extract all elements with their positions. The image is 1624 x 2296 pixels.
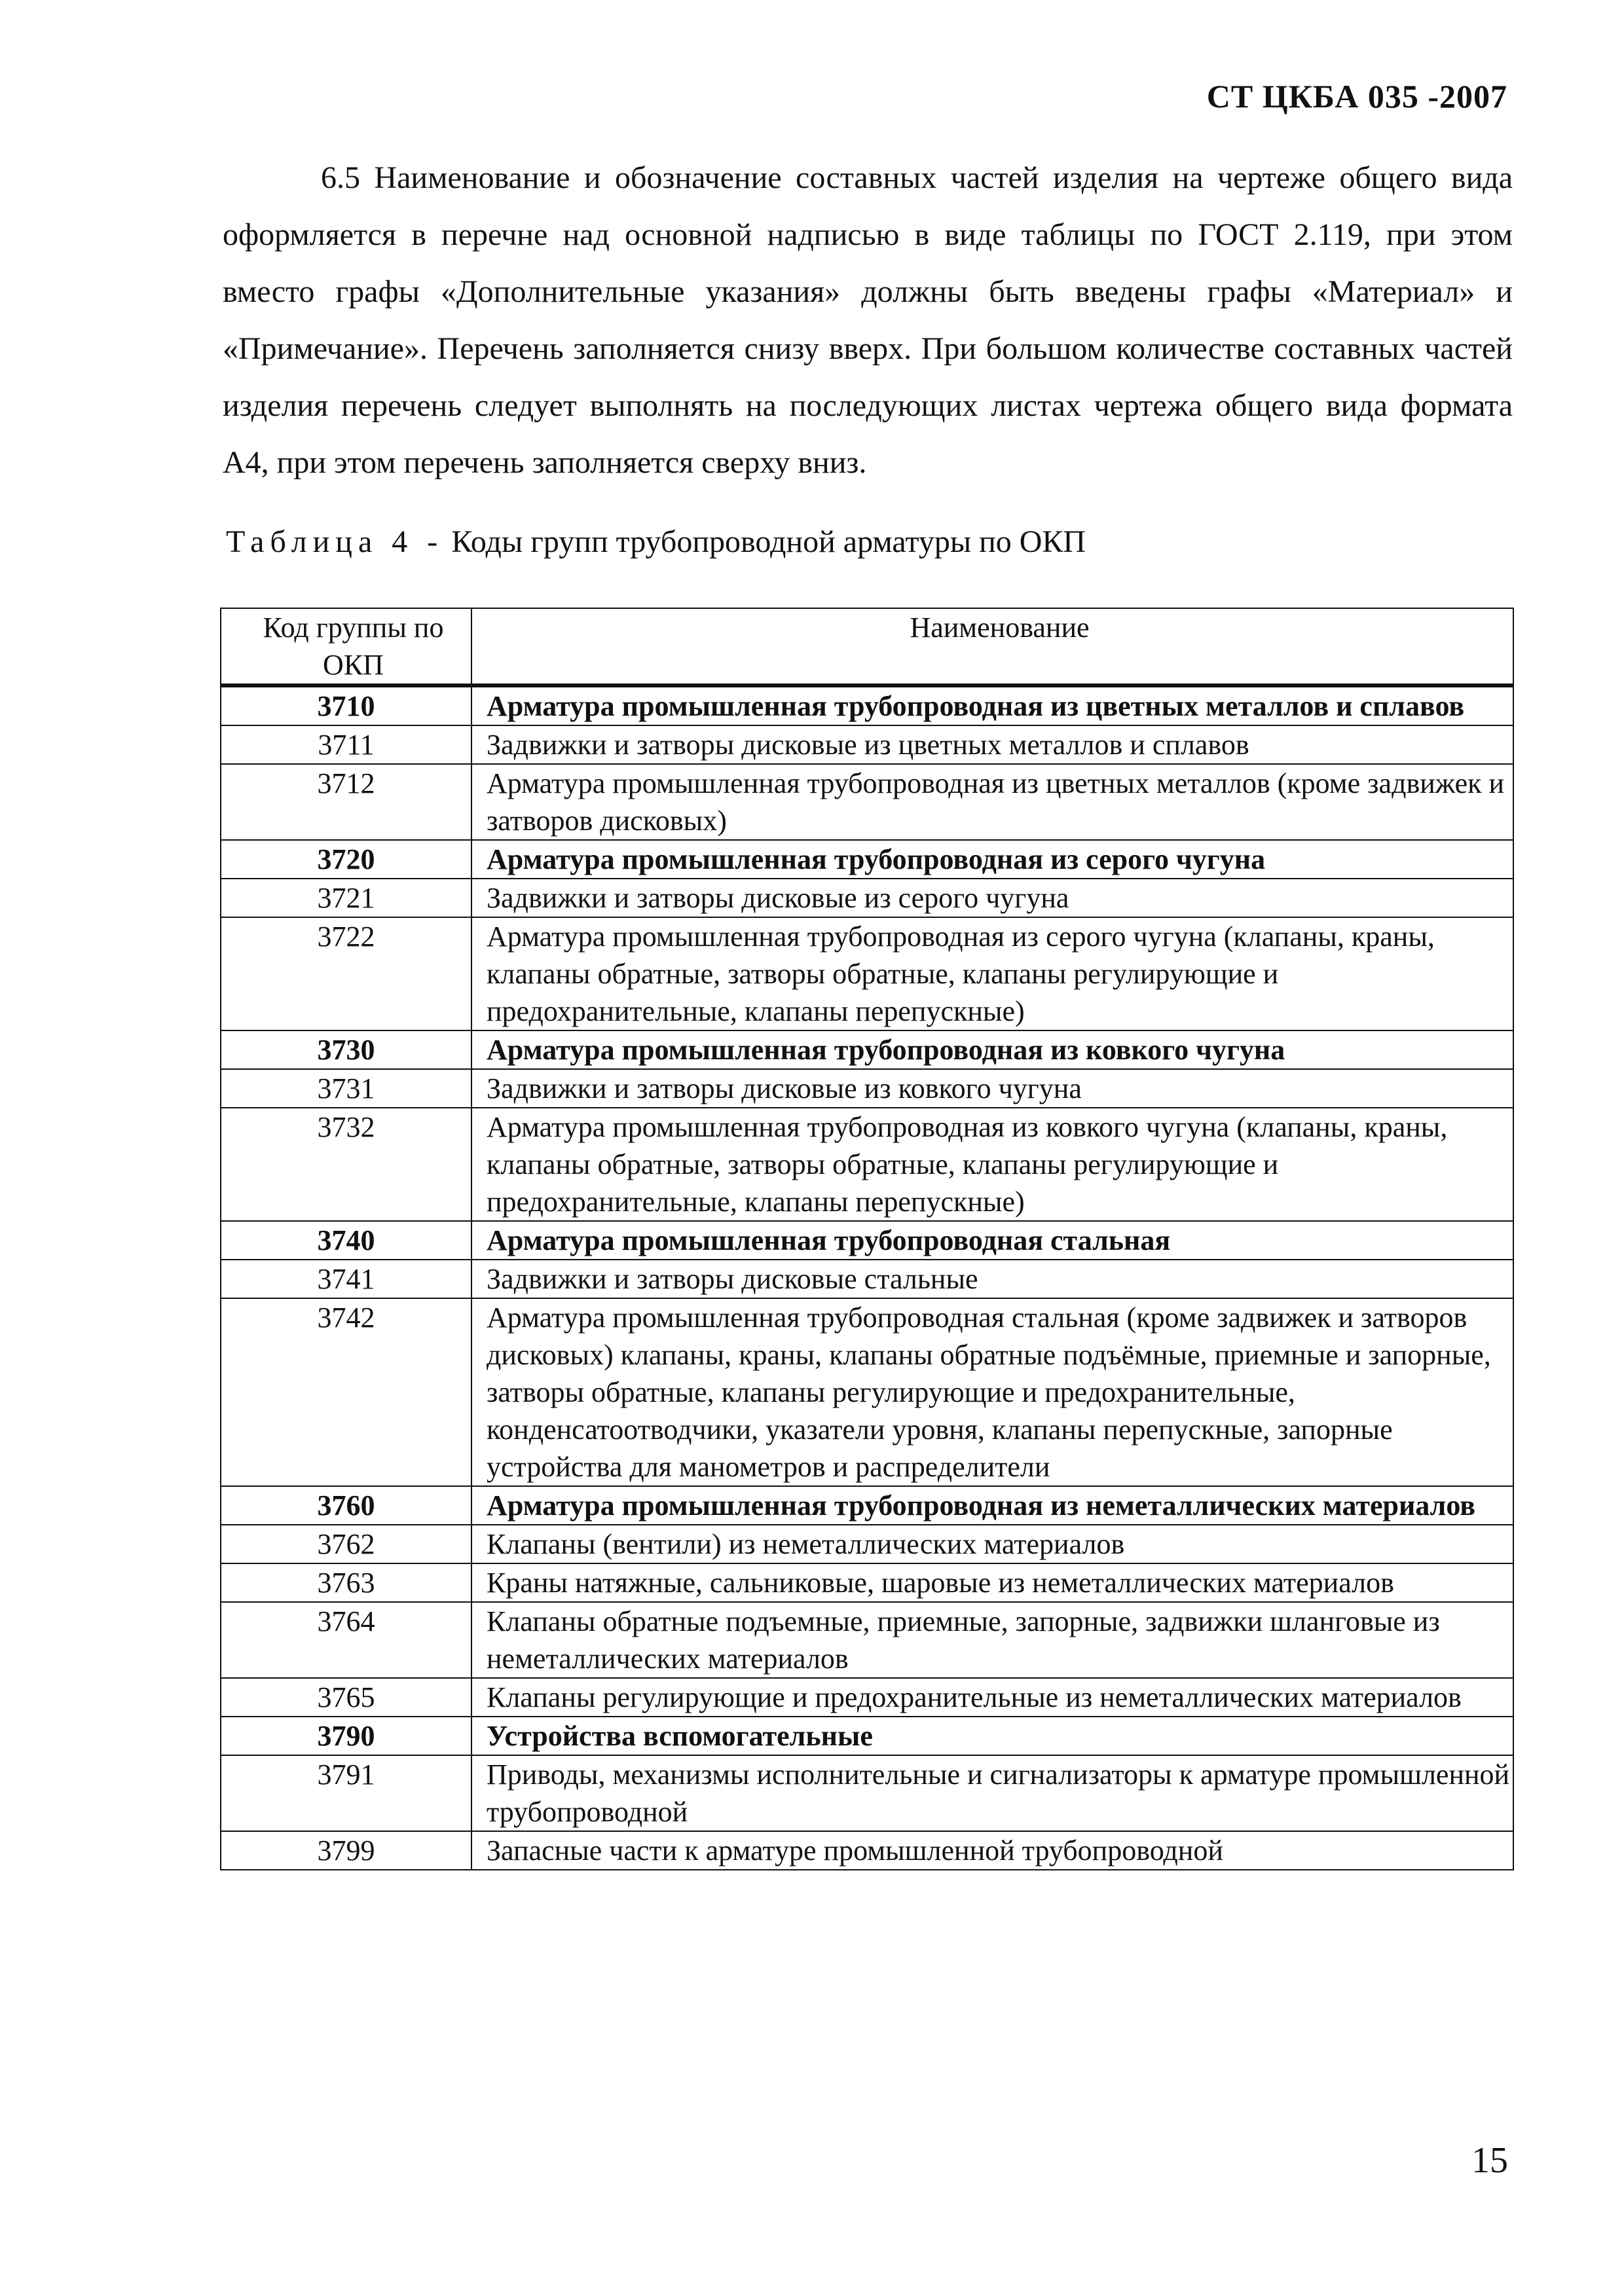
- column-header-code: Код группы по ОКП: [221, 608, 471, 685]
- table-caption-label: Таблица 4 -: [226, 524, 444, 559]
- group-name: Задвижки и затворы дисковые из ковкого чугуна: [471, 1069, 1513, 1108]
- document-code-header: СТ ЦКБА 035 -2007: [1206, 78, 1507, 115]
- table-row: [221, 1260, 1513, 1298]
- group-name: Задвижки и затворы дисковые стальные: [471, 1260, 1513, 1298]
- group-code: 3765: [221, 1678, 471, 1717]
- group-name: Арматура промышленная трубопроводная стальная: [471, 1221, 1513, 1260]
- table-row: [221, 1678, 1513, 1717]
- table-row: [221, 1030, 1513, 1069]
- group-code: 3712: [221, 764, 471, 840]
- group-code: 3764: [221, 1602, 471, 1678]
- group-code: 3742: [221, 1298, 471, 1486]
- table-caption: [226, 524, 1086, 560]
- group-name: Арматура промышленная трубопроводная стальная (кроме задвижек и затворов дисковых) клапаны, краны, клапаны обратные подъёмные, приемные и запорные, затворы обратные, клапаны регулирующие и предохранительные, конденсатоотводчики, указатели уровня, клапаны перепускные, запорные устройства для манометров и распределители: [471, 1298, 1513, 1486]
- group-name: Арматура промышленная трубопроводная из серого чугуна: [471, 840, 1513, 879]
- group-name: Запасные части к арматуре промышленной трубопроводной: [471, 1831, 1513, 1870]
- table-row: [221, 1108, 1513, 1221]
- group-code: 3722: [221, 917, 471, 1030]
- table-row: [221, 1831, 1513, 1870]
- table-caption-title: Коды групп трубопроводной арматуры по ОКП: [451, 524, 1086, 559]
- table-row: [221, 1717, 1513, 1755]
- group-name: Приводы, механизмы исполнительные и сигнализаторы к арматуре промышленной трубопроводной: [471, 1755, 1513, 1831]
- table-row: [221, 685, 1513, 725]
- table-row: [221, 840, 1513, 879]
- table-row: [221, 1602, 1513, 1678]
- table-row: [221, 917, 1513, 1030]
- table-row: [221, 1755, 1513, 1831]
- group-name: Клапаны обратные подъемные, приемные, запорные, задвижки шланговые из неметаллических материалов: [471, 1602, 1513, 1678]
- table-row: [221, 1486, 1513, 1525]
- group-name: Задвижки и затворы дисковые из цветных металлов и сплавов: [471, 725, 1513, 764]
- table-header-row: [221, 608, 1513, 685]
- table-row: [221, 1563, 1513, 1602]
- group-name: Арматура промышленная трубопроводная из ковкого чугуна (клапаны, краны, клапаны обратные, затворы обратные, клапаны регулирующие и предохранительные, клапаны перепускные): [471, 1108, 1513, 1221]
- group-code: 3791: [221, 1755, 471, 1831]
- table-row: [221, 1298, 1513, 1486]
- group-code: 3799: [221, 1831, 471, 1870]
- group-code: 3711: [221, 725, 471, 764]
- table-row: [221, 1069, 1513, 1108]
- section-paragraph: [223, 149, 1513, 491]
- group-code: 3730: [221, 1030, 471, 1069]
- column-header-name: Наименование: [471, 608, 1513, 685]
- group-name: Краны натяжные, сальниковые, шаровые из неметаллических материалов: [471, 1563, 1513, 1602]
- group-name: Устройства вспомогательные: [471, 1717, 1513, 1755]
- group-code: 3763: [221, 1563, 471, 1602]
- table-row: [221, 879, 1513, 917]
- group-name: Арматура промышленная трубопроводная из неметаллических материалов: [471, 1486, 1513, 1525]
- group-code: 3731: [221, 1069, 471, 1108]
- paragraph-6-5: 6.5 Наименование и обозначение составных частей изделия на чертеже общего вида оформляется в перечне над основной надписью в виде таблицы по ГОСТ 2.119, при этом вместо графы «Дополнительные указания» должны быть введены графы «Материал» и «Примечание». Перечень заполняется снизу вверх. При большом количестве составных частей изделия перечень следует выполнять на последующих листах чертежа общего вида формата А4, при этом перечень заполняется сверху вниз.: [223, 160, 1513, 480]
- group-code: 3720: [221, 840, 471, 879]
- group-code: 3741: [221, 1260, 471, 1298]
- table-row: [221, 1221, 1513, 1260]
- group-name: Задвижки и затворы дисковые из серого чугуна: [471, 879, 1513, 917]
- page-number: 15: [1471, 2140, 1508, 2181]
- group-code: 3762: [221, 1525, 471, 1563]
- group-name: Арматура промышленная трубопроводная из цветных металлов (кроме задвижек и затворов дисковых): [471, 764, 1513, 840]
- group-code: 3790: [221, 1717, 471, 1755]
- table-row: [221, 725, 1513, 764]
- group-name: Арматура промышленная трубопроводная из ковкого чугуна: [471, 1030, 1513, 1069]
- group-code: 3740: [221, 1221, 471, 1260]
- okp-codes-table: [220, 608, 1514, 1870]
- group-name: Арматура промышленная трубопроводная из серого чугуна (клапаны, краны, клапаны обратные, затворы обратные, клапаны регулирующие и предохранительные, клапаны перепускные): [471, 917, 1513, 1030]
- group-code: 3760: [221, 1486, 471, 1525]
- table-row: [221, 1525, 1513, 1563]
- group-name: Клапаны (вентили) из неметаллических материалов: [471, 1525, 1513, 1563]
- group-name: Клапаны регулирующие и предохранительные из неметаллических материалов: [471, 1678, 1513, 1717]
- table-row: [221, 764, 1513, 840]
- group-code: 3721: [221, 879, 471, 917]
- group-name: Арматура промышленная трубопроводная из цветных металлов и сплавов: [471, 685, 1513, 725]
- group-code: 3710: [221, 685, 471, 725]
- group-code: 3732: [221, 1108, 471, 1221]
